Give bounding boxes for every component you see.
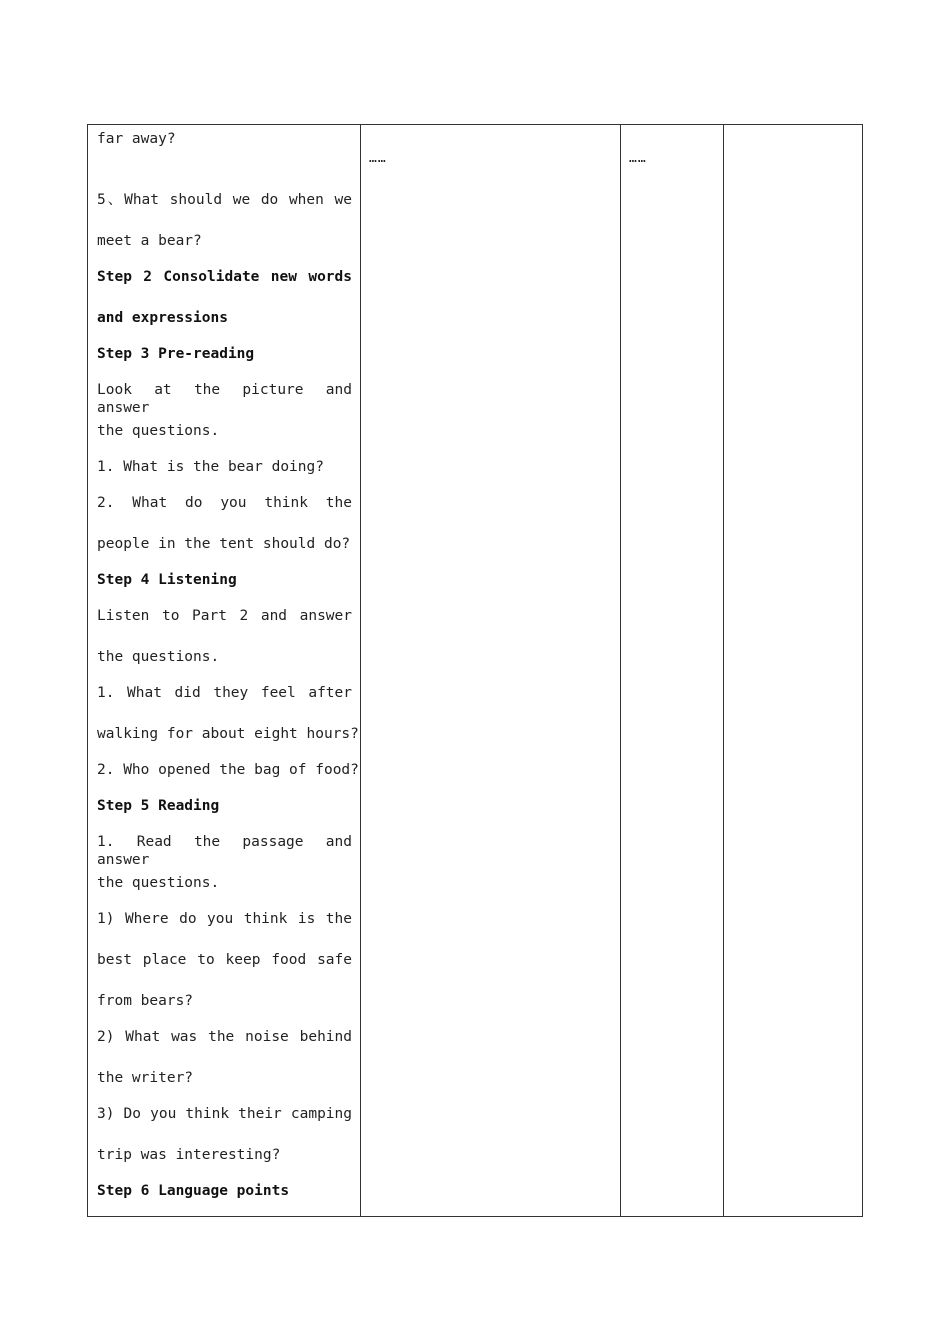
text-line: Listen to Part 2 and answer [97, 608, 352, 624]
text-line: people in the tent should do? [97, 536, 351, 552]
text-line: walking for about eight hours? [97, 726, 359, 742]
step-heading: Step 3 Pre-reading [97, 346, 255, 362]
text-line: the questions. [97, 649, 220, 665]
step-heading: Step 2 Consolidate new words [97, 269, 352, 285]
procedure-column [88, 125, 361, 1216]
text-line: 2. What do you think the [97, 495, 352, 511]
text-line: far away? [97, 131, 176, 147]
student-activity-column [620, 125, 724, 1216]
step-heading: and expressions [97, 310, 228, 326]
text-line: Look at the picture and answer [97, 382, 352, 416]
text-line: 1. What did they feel after [97, 685, 352, 701]
notes-column [723, 125, 862, 1216]
ellipsis: …… [369, 151, 387, 166]
text-line: the questions. [97, 875, 220, 891]
text-line: meet a bear? [97, 233, 202, 249]
text-line: 1. Read the passage and answer [97, 834, 352, 868]
step-heading: Step 6 Language points [97, 1183, 290, 1199]
text-line: best place to keep food safe [97, 952, 352, 968]
text-line: 2. Who opened the bag of food? [97, 762, 359, 778]
teacher-activity-column [360, 125, 621, 1216]
lesson-plan-table [87, 124, 863, 1217]
text-line: trip was interesting? [97, 1147, 281, 1163]
text-line: 1. What is the bear doing? [97, 459, 324, 475]
text-line: the writer? [97, 1070, 194, 1086]
text-line: 1) Where do you think is the [97, 911, 352, 927]
step-heading: Step 5 Reading [97, 798, 220, 814]
step-heading: Step 4 Listening [97, 572, 237, 588]
text-line: 3) Do you think their camping [97, 1106, 352, 1122]
text-line: 2) What was the noise behind [97, 1029, 352, 1045]
text-line: from bears? [97, 993, 194, 1009]
text-line: 5、What should we do when we [97, 192, 352, 208]
text-line: the questions. [97, 423, 220, 439]
ellipsis: …… [629, 151, 647, 166]
